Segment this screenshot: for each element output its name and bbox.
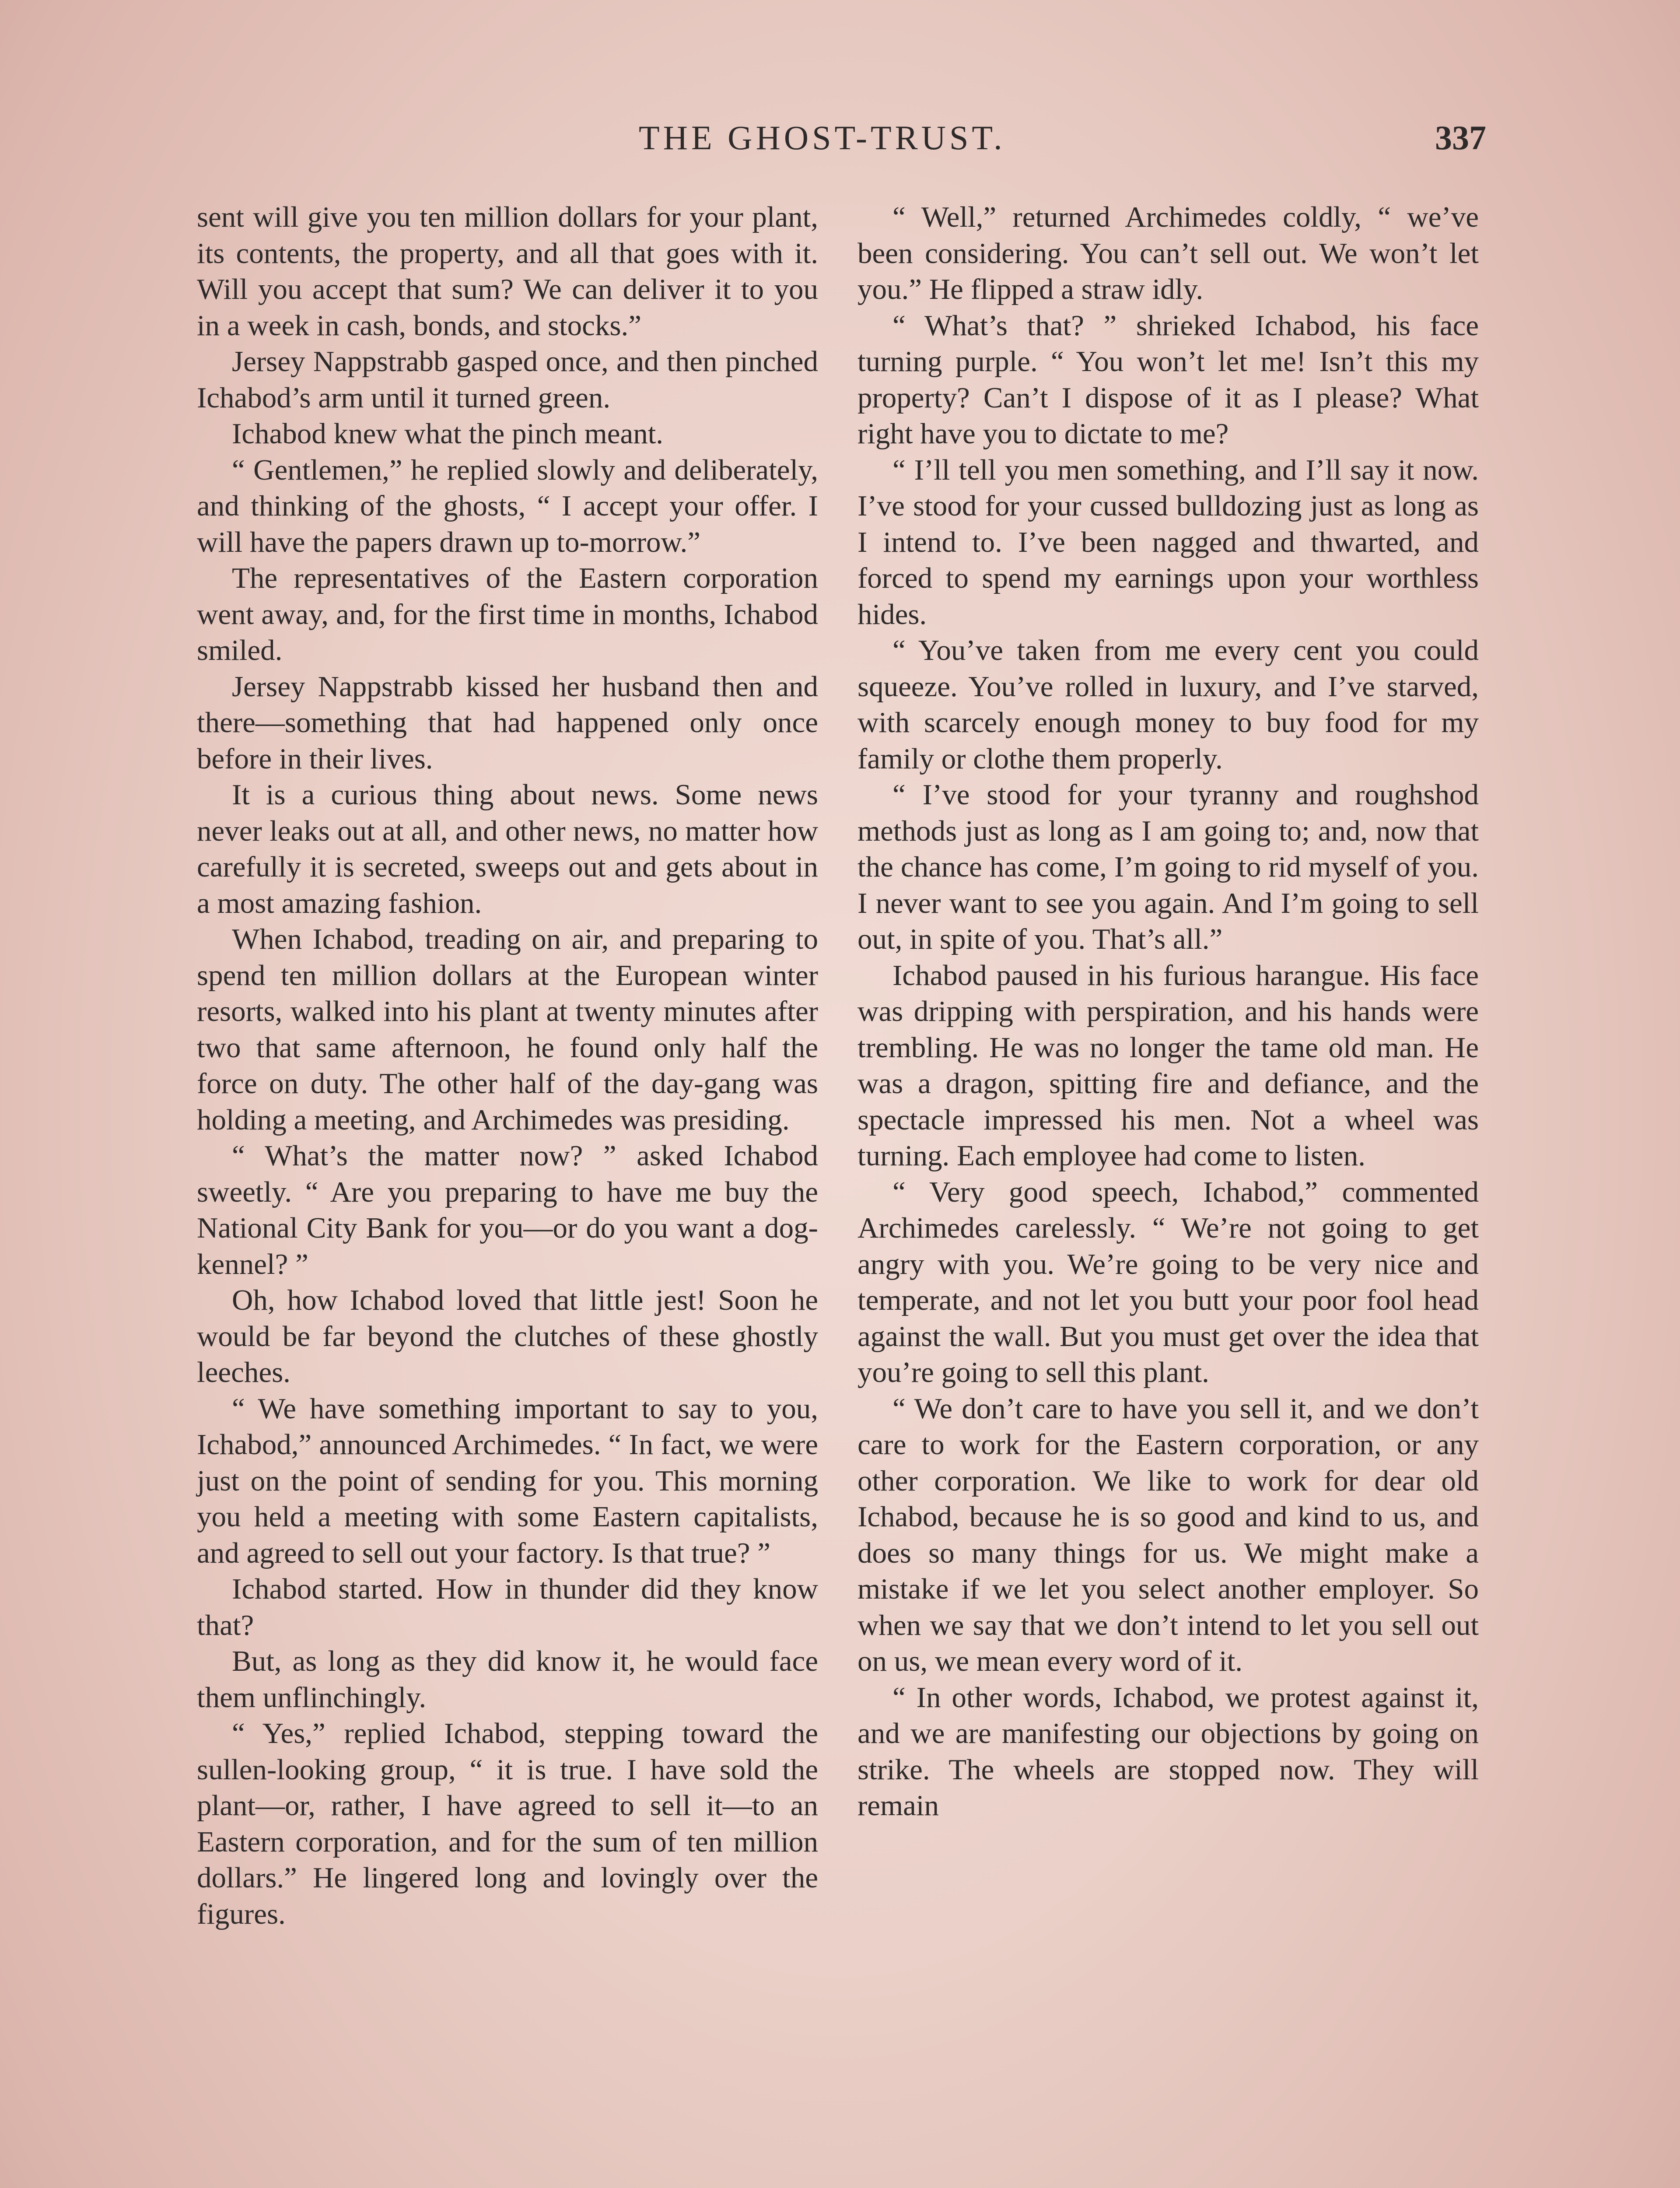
paragraph: Jersey Nappstrabb kissed her husband then and there—something that had happened only once before in their lives. [197,670,818,775]
paragraph: sent will give you ten million dollars for your plant, its contents, the property, and all that goes with it. Will you accept that sum? We can deliver it to you in a week in cash, bonds, and stocks.” [197,201,818,342]
paragraph: “ We have something important to say to you, Ichabod,” announced Archimedes. “ In fact, we were just on the point of sending for you. This morning you held a meeting with some Eastern capitalists, and agreed to sell out your factory. Is that true? ” [197,1392,818,1569]
paragraph: Oh, how Ichabod loved that little jest! Soon he would be far beyond the clutches of these ghostly leeches. [197,1284,818,1389]
running-title: THE GHOST-TRUST. [639,119,1006,157]
paragraph: Ichabod knew what the pinch meant. [232,417,664,450]
paragraph: “ What’s that? ” shrieked Ichabod, his face turning purple. “ You won’t let me! Isn’t this my property? Can’t I dispose of it as I please? What right have you to dictate to me? [858,309,1479,450]
paragraph: “ You’ve taken from me every cent you could squeeze. You’ve rolled in luxury, and I’ve starved, with scarcely enough money to buy food for my family or clothe them properly. [858,634,1479,775]
paragraph: “ In other words, Ichabod, we protest against it, and we are manifesting our objections by going on strike. The wheels are stopped now. They will remain [858,1681,1479,1822]
page-header [0,118,1680,166]
paragraph: Jersey Nappstrabb gasped once, and then pinched Ichabod’s arm until it turned green. [197,345,818,414]
paragraph: The representatives of the Eastern corporation went away, and, for the first time in months, Ichabod smiled. [197,562,818,666]
paragraph: Ichabod started. How in thunder did they know that? [197,1573,818,1641]
paragraph: But, as long as they did know it, he would face them unflinchingly. [197,1645,818,1714]
paragraph: “ Yes,” replied Ichabod, stepping toward the sullen-looking group, “ it is true. I have sold the plant—or, rather, I have agreed to sell it—to an Eastern corporation, and for the sum of ten million dollars.” He lingered long and lovingly over the figures. [197,1717,818,1930]
paragraph: “ Well,” returned Archimedes coldly, “ we’ve been considering. You can’t sell out. We won’t let you.” He flipped a straw idly. [858,201,1479,305]
right-column [858,199,1479,1824]
paragraph: It is a curious thing about news. Some news never leaks out at all, and other news, no matter how carefully it is secreted, sweeps out and gets about in a most amazing fashion. [197,778,818,919]
paragraph: Ichabod paused in his furious harangue. His face was dripping with perspiration, and his hands were trembling. He was no longer the tame old man. He was a dragon, spitting fire and defiance, and the spectacle impressed his men. Not a wheel was turning. Each employee had come to listen. [858,959,1479,1172]
left-column [197,199,818,1932]
page-number: 337 [1435,119,1486,157]
paragraph: “ Gentlemen,” he replied slowly and deliberately, and thinking of the ghosts, “ I accept your offer. I will have the papers drawn up to-morrow.” [197,453,818,558]
paragraph: When Ichabod, treading on air, and preparing to spend ten million dollars at the European winter resorts, walked into his plant at twenty minutes after two that same afternoon, he found only half the force on duty. The other half of the day-gang was holding a meeting, and Archimedes was presiding. [197,923,818,1136]
paragraph: “ Very good speech, Ichabod,” commented Archimedes carelessly. “ We’re not going to get angry with you. We’re going to be very nice and temperate, and not let you butt your poor fool head against the wall. But you must get over the idea that you’re going to sell this plant. [858,1175,1479,1389]
paragraph: “ I’ll tell you men something, and I’ll say it now. I’ve stood for your cussed bulldozing just as long as I intend to. I’ve been nagged and thwarted, and forced to spend my earnings upon your worthless hides. [858,453,1479,631]
paragraph: “ I’ve stood for your tyranny and roughshod methods just as long as I am going to; and, now that the chance has come, I’m going to rid myself of you. I never want to see you again. And I’m going to sell out, in spite of you. That’s all.” [858,778,1479,955]
paragraph: “ What’s the matter now? ” asked Ichabod sweetly. “ Are you preparing to have me buy the National City Bank for you—or do you want a dog-kennel? ” [197,1140,818,1280]
paragraph: “ We don’t care to have you sell it, and we don’t care to work for the Eastern corporation, or any other corporation. We like to work for dear old Ichabod, because he is so good and kind to us, and does so many things for us. We might make a mistake if we let you select another employer. So when we say that we don’t intend to let you sell out on us, we mean every word of it. [858,1392,1479,1677]
